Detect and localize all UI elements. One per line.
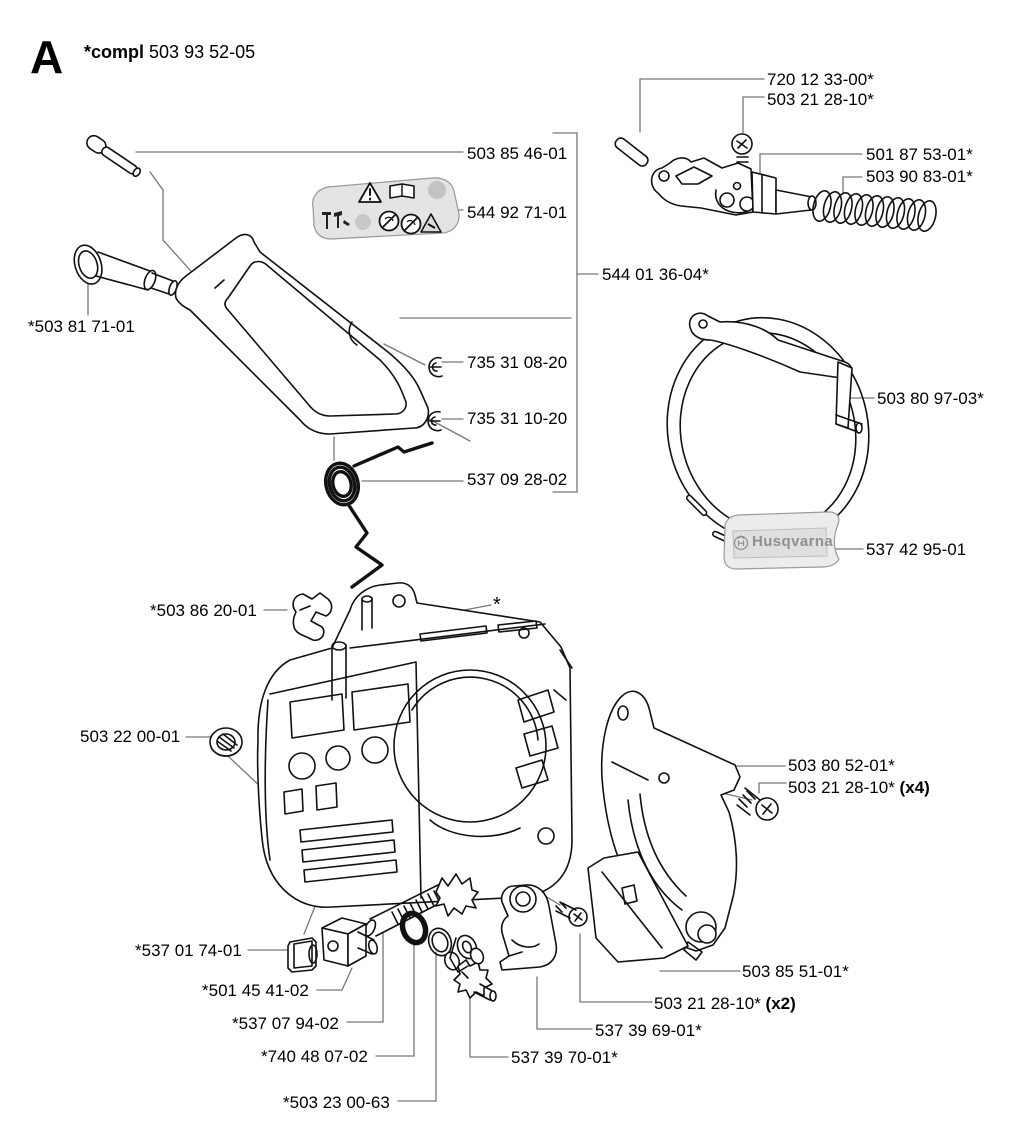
part-label-503-80-97-03: 503 80 97-03* [877,389,984,408]
part-label-503-80-52-01: 503 80 52-01* [788,756,895,775]
square-nut [288,938,317,972]
part-label-537-39-69-01: 537 39 69-01* [595,1021,702,1040]
brake-lever-pin [613,136,650,168]
part-label-asterisk: * [493,594,501,616]
part-label-503-81-71-01: *503 81 71-01 [28,317,135,336]
part-label-544-92-71-01: 544 92 71-01 [467,203,568,222]
assembly-number-note [84,42,255,63]
decal-gray-icon [355,214,371,230]
e-clip-washer-2 [428,412,441,431]
part-label-537-01-74-01: *537 01 74-01 [135,941,242,960]
retainer-clip [293,593,331,640]
part-label-503-86-20-01: *503 86 20-01 [150,601,257,620]
handle-pin [84,133,143,179]
husqvarna-brand-text: Husqvarna [752,533,834,550]
section-letter: A [30,31,64,83]
part-label-503-21-28-10-top: 503 21 28-10* [767,90,874,109]
part-label-503-85-46-01: 503 85 46-01 [467,144,568,163]
part-label-503-90-83-01: 503 90 83-01* [866,167,973,186]
warning-decal [313,178,459,239]
part-label-537-09-28-02: 537 09 28-02 [467,470,568,489]
part-label-503-23-00-63: *503 23 00-63 [283,1093,390,1112]
brake-trigger-lever [652,158,816,215]
prohibited-icon-1 [380,212,399,231]
cover-screw [737,788,778,820]
part-label-501-87-53-01: 501 87 53-01* [866,145,973,164]
prohibited-icon-2 [402,215,421,234]
decal-blob-icon [428,181,446,199]
catcher-screw [556,902,587,926]
part-label-740-48-07-02: *740 48 07-02 [261,1047,368,1066]
part-label-735-31-10-20: 735 31 10-20 [467,409,568,428]
part-label-501-45-41-02: *501 45 41-02 [202,981,309,1000]
part-label-503-85-51-01: 503 85 51-01* [742,962,849,981]
part-label-537-07-94-02: *537 07 94-02 [232,1014,339,1033]
quantity-x2: (x2) [760,994,796,1013]
part-label-720-12-33-00: 720 12 33-00* [767,70,874,89]
flanged-pin [70,242,179,297]
torsion-spring [321,443,432,587]
o-ring [399,910,430,946]
part-label-735-31-08-20: 735 31 08-20 [467,353,568,372]
assembly-prefix: *compl [84,42,145,62]
e-clip-washer-1 [429,358,442,377]
front-hand-guard [175,235,428,434]
assembly-number: 503 93 52-05 [149,42,256,62]
part-label-503-21-28-10-x2: 503 21 28-10* (x2) [654,994,796,1013]
quantity-x4: (x4) [894,778,930,797]
manual-book-icon [390,184,414,198]
part-label-503-21-28-10-x4: 503 21 28-10* (x4) [788,778,930,797]
brake-spring-coil [810,189,939,233]
part-label-503-22-00-01: 503 22 00-01 [80,727,181,746]
flange-nut [210,728,242,756]
part-label-537-39-70-01: 537 39 70-01* [511,1048,618,1067]
part-label-544-01-36-04: 544 01 36-04* [602,265,709,284]
part-label-537-42-95-01: 537 42 95-01 [866,540,967,559]
